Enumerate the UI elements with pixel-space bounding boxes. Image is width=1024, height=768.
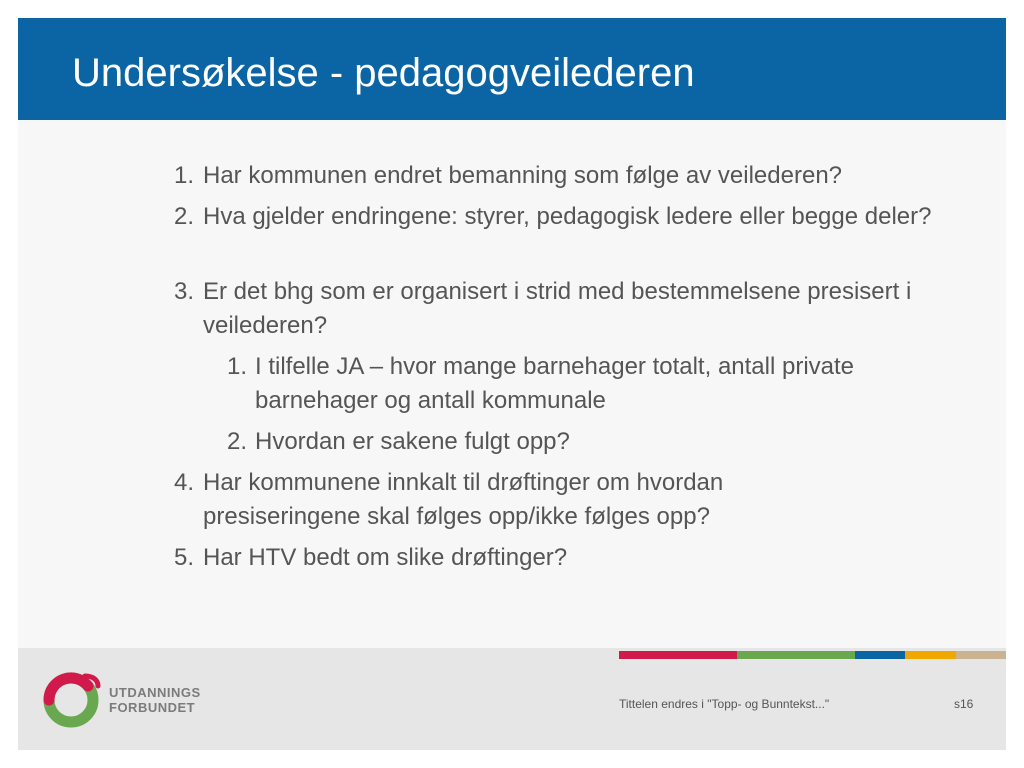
- item-number: 2.: [174, 203, 195, 230]
- color-stripe-tan: [956, 651, 1006, 659]
- item-number: 3.: [174, 278, 195, 305]
- sub-list-item: [227, 350, 867, 418]
- list-item: [174, 466, 834, 534]
- logo-line-2: FORBUNDET: [109, 700, 196, 715]
- list-item: [174, 200, 984, 234]
- color-stripe-blue: [855, 651, 905, 659]
- list-item: [174, 541, 984, 575]
- item-text: Har HTV bedt om slike drøftinger?: [203, 544, 568, 571]
- item-number: 4.: [174, 469, 195, 496]
- item-text: Er det bhg som er organisert i strid med bestemmelsene presisert i veilederen?: [203, 278, 912, 339]
- item-text: Hva gjelder endringene: styrer, pedagogisk ledere eller begge deler?: [203, 203, 932, 230]
- slide: [18, 18, 1006, 750]
- item-text: I tilfelle JA – hvor mange barnehager totalt, antall private barnehager og antall kommunale: [255, 353, 855, 414]
- item-number: 2.: [227, 428, 248, 455]
- slide-title: Undersøkelse - pedagogveilederen: [72, 51, 695, 95]
- item-number: 5.: [174, 544, 195, 571]
- item-text: Har kommunene innkalt til drøftinger om hvordan presiseringene skal følges opp/ikke følges opp?: [203, 469, 724, 530]
- list-item: [174, 159, 984, 193]
- list-item: [174, 275, 914, 343]
- item-text: Har kommunen endret bemanning som følge av veilederen?: [203, 162, 843, 189]
- sub-list-item: [227, 425, 867, 459]
- utdanningsforbundet-logo-icon: [38, 666, 104, 732]
- logo-line-1: UTDANNINGS: [109, 685, 201, 700]
- color-stripe-yellow: [905, 651, 956, 659]
- item-number: 1.: [174, 162, 195, 189]
- item-text: Hvordan er sakene fulgt opp?: [255, 428, 570, 455]
- page-number: s16: [954, 697, 974, 711]
- logo-wordmark: [109, 685, 201, 715]
- footer-text: Tittelen endres i "Topp- og Bunntekst...": [619, 697, 830, 711]
- title-bar: [18, 18, 1006, 120]
- color-stripe-green: [737, 651, 855, 659]
- item-number: 1.: [227, 353, 248, 380]
- color-stripe-red: [619, 651, 737, 659]
